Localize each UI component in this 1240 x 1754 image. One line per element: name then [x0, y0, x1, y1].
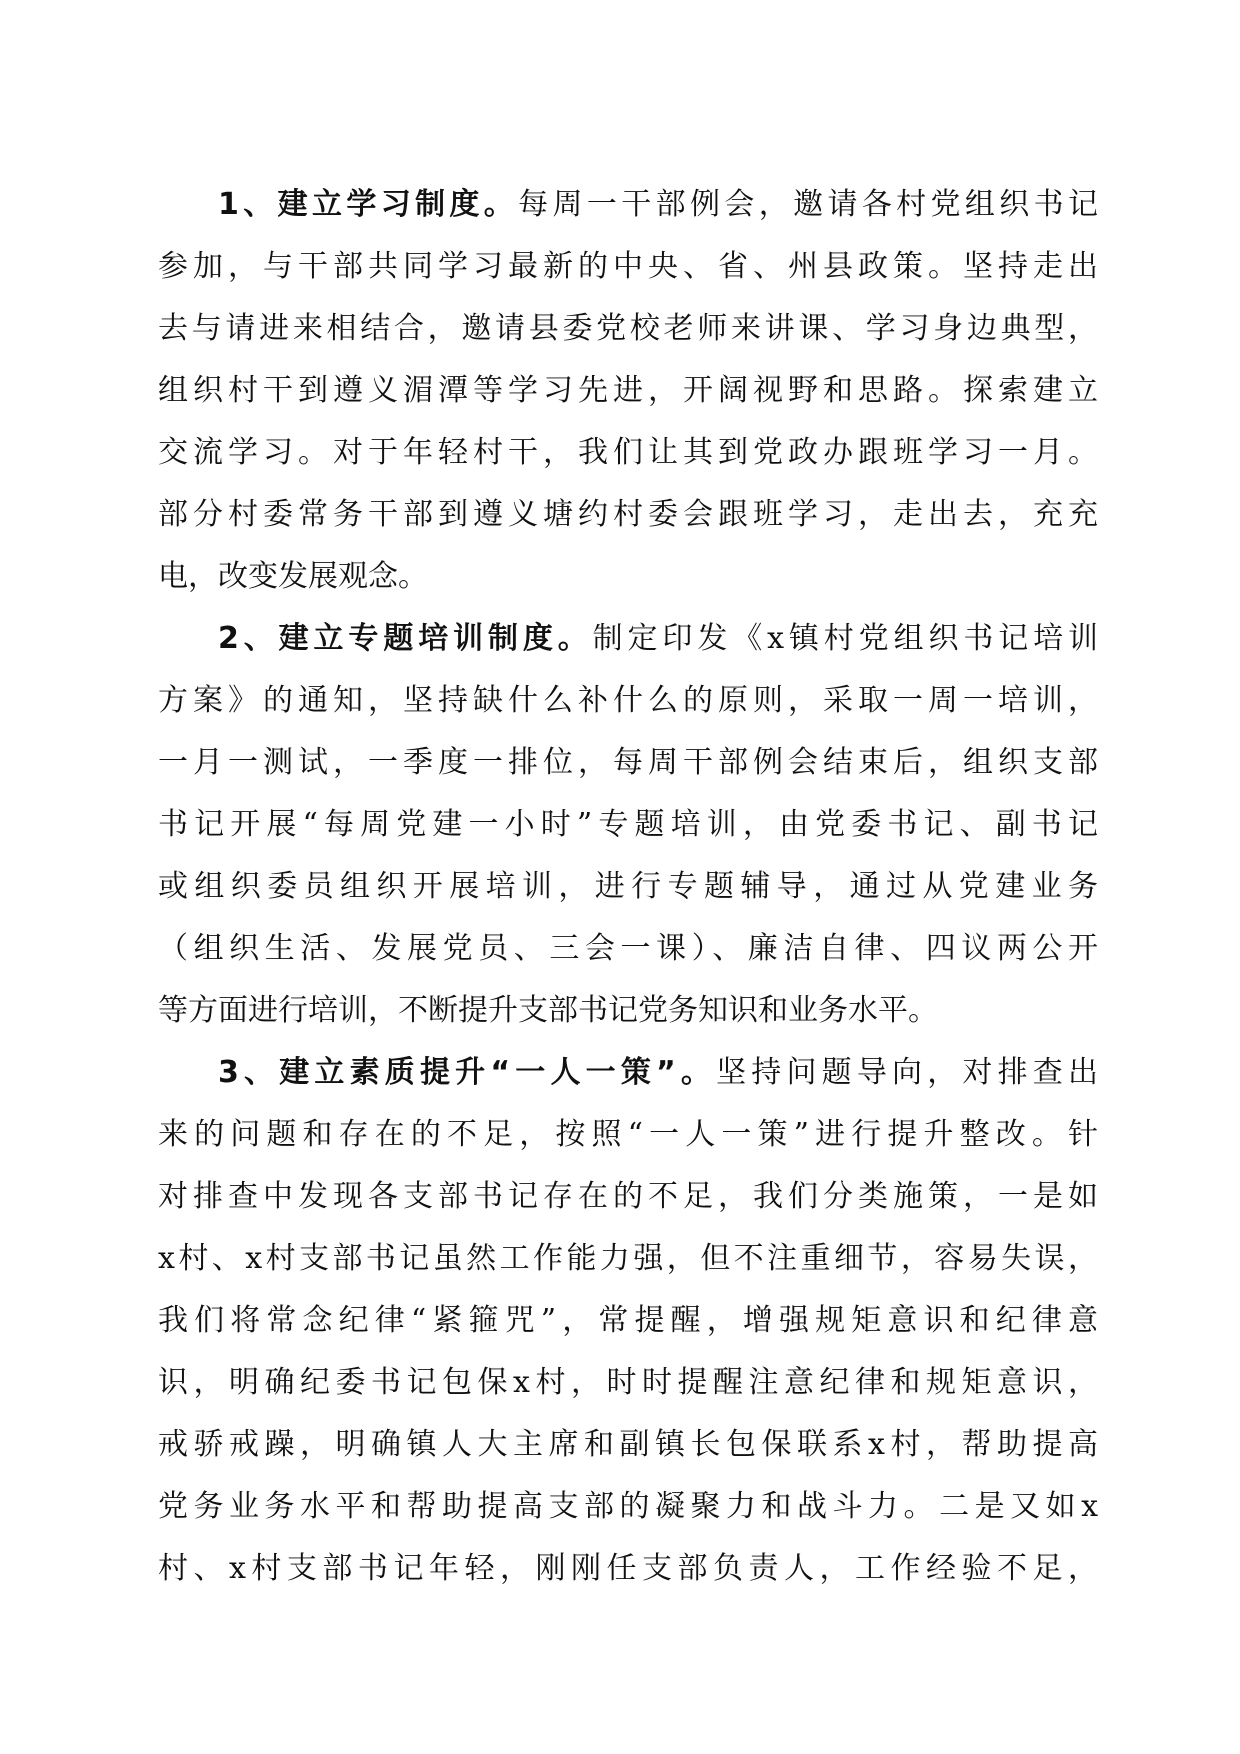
- paragraph-1-heading: 1、建立学习制度。: [218, 187, 519, 222]
- paragraph-2-line-7: 等方面进行培训，不断提升支部书记党务知识和业务水平。: [158, 993, 938, 1028]
- paragraph-1-line-5: 交流学习。对于年轻村干，我们让其到党政办跟班学习一月。: [158, 435, 1098, 470]
- paragraph-1-line-7: 电，改变发展观念。: [158, 559, 428, 594]
- paragraph-2-line-4: 书记开展“每周党建一小时”专题培训，由党委书记、副书记: [158, 807, 1098, 842]
- paragraph-1-line-6: 部分村委常务干部到遵义塘约村委会跟班学习，走出去，充充: [158, 497, 1098, 532]
- paragraph-3-text: 坚持问题导向，对排查出: [716, 1055, 1098, 1090]
- paragraph-3-line-5: 我们将常念纪律“紧箍咒”，常提醒，增强规矩意识和纪律意: [158, 1303, 1098, 1338]
- paragraph-3-line-3: 对排查中发现各支部书记存在的不足，我们分类施策，一是如: [158, 1179, 1098, 1214]
- paragraph-1-line-4: 组织村干到遵义湄潭等学习先进，开阔视野和思路。探索建立: [158, 373, 1098, 408]
- paragraph-2-line-3: 一月一测试，一季度一排位，每周干部例会结束后，组织支部: [158, 745, 1098, 780]
- paragraph-1-line-1: [158, 174, 1098, 236]
- document-page: [158, 174, 1098, 1600]
- paragraph-2-heading: 2、建立专题培训制度。: [218, 621, 593, 656]
- paragraph-2-line-5: 或组织委员组织开展培训，进行专题辅导，通过从党建业务: [158, 869, 1098, 904]
- paragraph-3-line-9: 村、x村支部书记年轻，刚刚任支部负责人，工作经验不足，: [158, 1551, 1098, 1586]
- paragraph-3-line-8: 党务业务水平和帮助提高支部的凝聚力和战斗力。二是又如x: [158, 1489, 1098, 1524]
- paragraph-3-line-4: x村、x村支部书记虽然工作能力强，但不注重细节，容易失误，: [158, 1241, 1098, 1276]
- paragraph-2-line-6: （组织生活、发展党员、三会一课）、廉洁自律、四议两公开: [158, 931, 1098, 966]
- paragraph-1-text: 每周一干部例会，邀请各村党组织书记: [518, 187, 1098, 222]
- paragraph-3-line-7: 戒骄戒躁，明确镇人大主席和副镇长包保联系x村，帮助提高: [158, 1427, 1098, 1462]
- paragraph-2-line-2: 方案》的通知，坚持缺什么补什么的原则，采取一周一培训，: [158, 683, 1098, 718]
- paragraph-1-line-2: 参加，与干部共同学习最新的中央、省、州县政策。坚持走出: [158, 249, 1098, 284]
- paragraph-2-text: 制定印发《x镇村党组织书记培训: [592, 621, 1098, 656]
- paragraph-2-line-1: [158, 608, 1098, 670]
- paragraph-3-line-6: 识，明确纪委书记包保x村，时时提醒注意纪律和规矩意识，: [158, 1365, 1098, 1400]
- paragraph-3-heading: 3、建立素质提升“一人一策”。: [218, 1055, 717, 1090]
- paragraph-3-line-1: [158, 1042, 1098, 1104]
- paragraph-3-line-2: 来的问题和存在的不足，按照“一人一策”进行提升整改。针: [158, 1117, 1098, 1152]
- paragraph-1-line-3: 去与请进来相结合，邀请县委党校老师来讲课、学习身边典型，: [158, 311, 1098, 346]
